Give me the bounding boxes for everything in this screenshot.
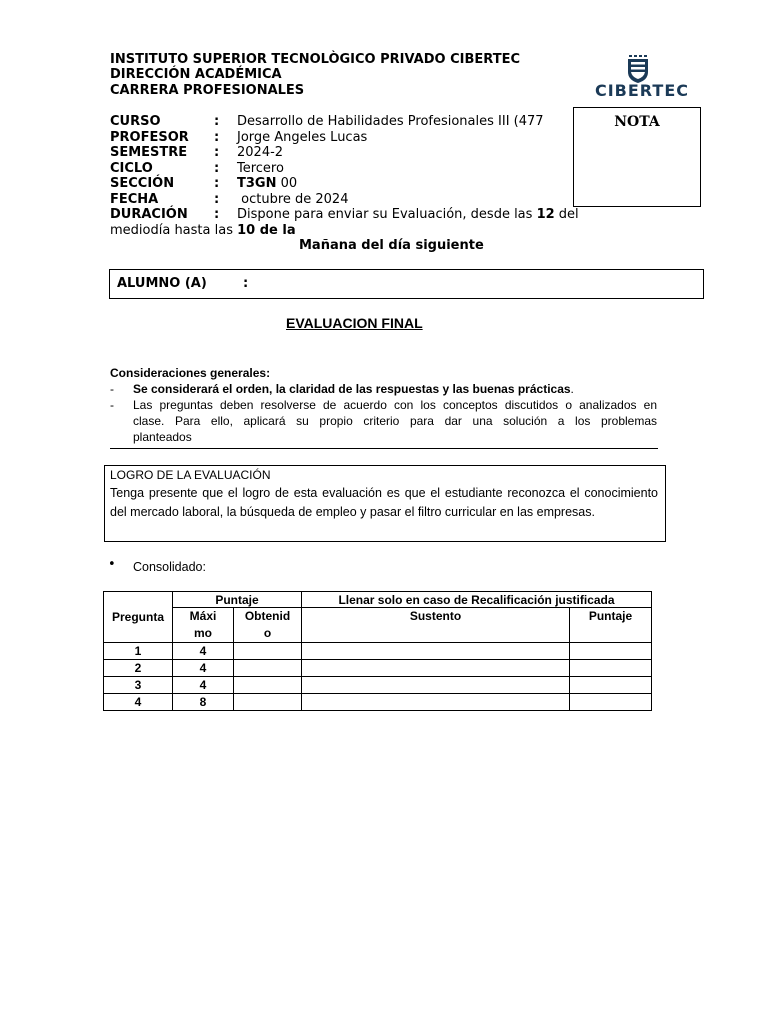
achievement-text: Tenga presente que el logro de esta evaluación es que el estudiante reconozca el conocimiento del mercado laboral, la búsqueda de empleo y pasar el filtro curricular en las empresas. xyxy=(110,486,658,519)
header-recalification: Llenar solo en caso de Recalificación justificada xyxy=(302,592,652,608)
sustento-cell[interactable] xyxy=(302,694,570,711)
consideration-item-2-line-1: Las preguntas deben resolverse de acuerdo con los conceptos discutidos o analizados en xyxy=(133,398,657,412)
student-field[interactable] xyxy=(109,269,704,299)
table-row: 2 4 xyxy=(104,660,652,677)
considerations-bullet-1: - xyxy=(110,382,114,396)
page-title: EVALUACION FINAL xyxy=(286,315,423,331)
achievement-box xyxy=(104,465,666,542)
duration-line-2: mediodía hasta las 10 de la xyxy=(110,223,296,238)
academic-direction: DIRECCIÓN ACADÉMICA xyxy=(110,67,282,82)
duration-line-3: Mañana del día siguiente xyxy=(299,238,484,253)
student-label: ALUMNO (A) : xyxy=(117,276,249,291)
consideration-item-1: Se considerará el orden, la claridad de las respuestas y las buenas prácticas. xyxy=(133,382,574,396)
considerations-heading: Consideraciones generales: xyxy=(110,366,271,380)
obtenido-cell[interactable] xyxy=(234,677,302,694)
table-row: 1 4 xyxy=(104,643,652,660)
semester-value: 2024-2 xyxy=(237,145,284,160)
logo-text: CIBERTEC xyxy=(594,81,689,100)
consolidated-label: Consolidado: xyxy=(133,560,206,574)
section-divider xyxy=(110,448,658,449)
score-table xyxy=(103,591,652,711)
puntaje-cell[interactable] xyxy=(570,660,652,677)
considerations-bullet-2: - xyxy=(110,398,114,412)
institute-name: INSTITUTO SUPERIOR TECNOLÒGICO PRIVADO CIBERTEC xyxy=(110,52,520,67)
date-value: octubre de 2024 xyxy=(237,192,349,207)
puntaje-cell[interactable] xyxy=(570,694,652,711)
puntaje-cell[interactable] xyxy=(570,643,652,660)
bullet-icon: • xyxy=(108,557,116,572)
puntaje-cell[interactable] xyxy=(570,677,652,694)
obtenido-cell[interactable] xyxy=(234,660,302,677)
sustento-cell[interactable] xyxy=(302,677,570,694)
consideration-item-2-line-3: planteados xyxy=(133,430,192,444)
career-label: CARRERA PROFESIONALES xyxy=(110,83,305,98)
professor-value: Jorge Angeles Lucas xyxy=(237,130,368,145)
header-puntaje: Puntaje xyxy=(173,592,302,608)
section-value: T3GN 00 xyxy=(237,176,298,191)
achievement-heading: LOGRO DE LA EVALUACIÓN xyxy=(110,468,271,482)
header-sustento: Sustento xyxy=(302,608,570,643)
course-value: Desarrollo de Habilidades Profesionales III (477 xyxy=(237,114,544,129)
header-obtenido: Obtenido xyxy=(234,608,302,643)
header-maximo: Máximo xyxy=(173,608,234,643)
cycle-value: Tercero xyxy=(237,161,284,176)
table-row: 3 4 xyxy=(104,677,652,694)
consideration-item-2-line-2: clase. Para ello, aplicará su propio criterio para dar una solución a los problemas xyxy=(133,414,657,428)
table-row: 4 8 xyxy=(104,694,652,711)
grade-label: NOTA xyxy=(614,114,660,130)
grade-box xyxy=(573,107,701,207)
header-puntaje-2: Puntaje xyxy=(570,608,652,643)
sustento-cell[interactable] xyxy=(302,643,570,660)
sustento-cell[interactable] xyxy=(302,660,570,677)
duration-value: Dispone para enviar su Evaluación, desde las 12 del xyxy=(237,207,579,222)
obtenido-cell[interactable] xyxy=(234,643,302,660)
header-pregunta: Pregunta xyxy=(104,592,173,643)
obtenido-cell[interactable] xyxy=(234,694,302,711)
cibertec-logo xyxy=(592,54,692,100)
